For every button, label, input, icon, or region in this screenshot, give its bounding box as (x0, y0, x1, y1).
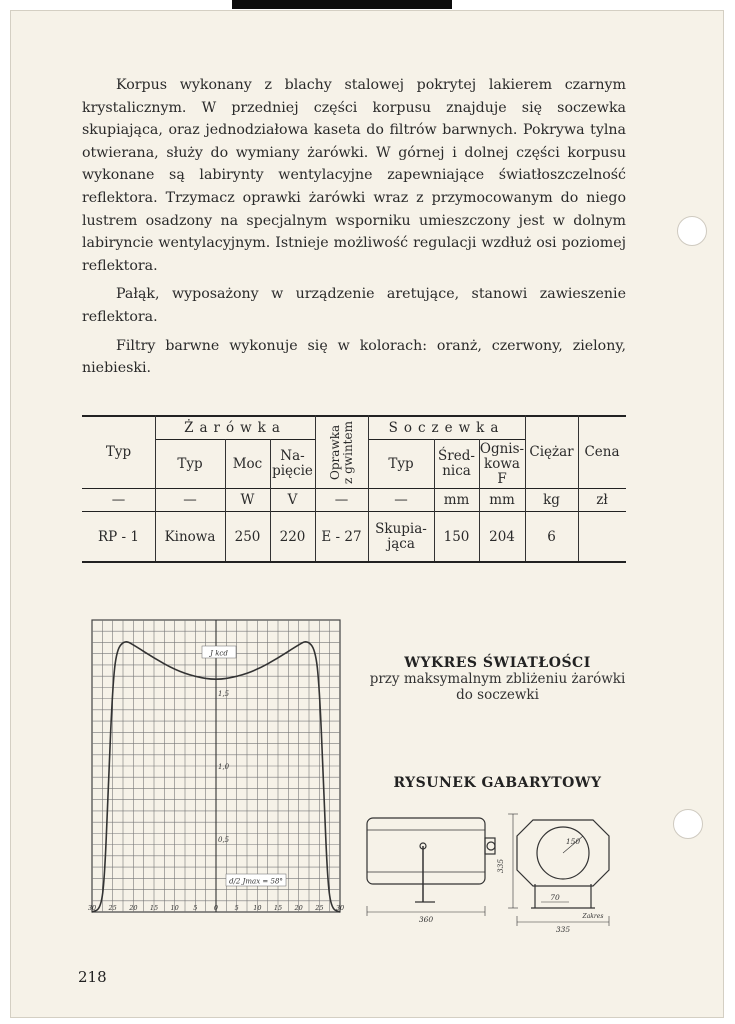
x-tick-label: 5 (193, 904, 198, 912)
y-tick-label: 1,0 (218, 763, 230, 771)
header-moc: Moc (232, 455, 263, 472)
unit-cell: zł (596, 491, 608, 508)
chart-grid (92, 620, 340, 912)
luminous-intensity-chart (88, 616, 344, 924)
chart-title: WYKRES ŚWIATŁOŚCI (404, 655, 591, 671)
dimension-height: 335 (496, 858, 505, 874)
unit-cell: — (394, 491, 408, 508)
unit-cell: mm (443, 491, 470, 508)
data-cell: Skupia- jąca (375, 521, 427, 552)
drawing-title: RYSUNEK GABARYTOWY (393, 775, 602, 791)
side-view-body (367, 818, 485, 884)
paragraph: Korpus wykonany z blachy stalowej pokrytej lakierem czarnym krystalicznym. W przedniej części korpusu znajduje się soczewka skupiająca, oraz jednodziałowa kaseta do filtrów barwnych. Pokrywa tylna otwierana, służy do wymiany żarówki. W górnej i dolnej części korpusu wykonane są labirynty wentylacyjne zapewniające światłoszczelność reflektora. Trzymacz oprawki żarówki wraz z przymocowanym do niego lustrem osadzony na specjalnym wsporniku umieszczony jest w dolnym labiryncie wentylacyjnym. Istnieje możliwość regulacji wzdłuż osi poziomej reflektora. (82, 77, 626, 274)
data-cell: 220 (279, 528, 306, 545)
paragraph: Filtry barwne wykonuje się w kolorach: oranż, czerwony, zielony, niebieski. (82, 337, 626, 377)
chart-annotation: d/2 Jmax = 58° (229, 877, 283, 886)
x-tick-label: 10 (170, 904, 179, 912)
x-tick-label: 20 (294, 904, 303, 912)
table-rule (82, 511, 626, 512)
chart-caption (360, 655, 635, 703)
header-cena: Cena (584, 444, 620, 460)
data-cell: 204 (489, 528, 515, 545)
data-cell: E - 27 (321, 528, 362, 545)
header-typ-soczewki: Typ (388, 455, 414, 472)
dimension-small: Zakres (582, 913, 604, 920)
page-number: 218 (78, 968, 107, 986)
data-cell: Kinowa (164, 528, 216, 545)
unit-cell: V (287, 491, 298, 508)
table-rule (82, 561, 626, 563)
side-view-knob-cap (487, 842, 495, 850)
x-tick-label: 0 (213, 904, 219, 912)
dimension-width: 335 (555, 925, 571, 933)
unit-cell: kg (543, 491, 560, 508)
x-tick-label: 20 (129, 904, 138, 912)
data-cell: RP - 1 (98, 528, 139, 545)
header-srednica: Śred- nica (438, 448, 475, 479)
data-cell (578, 513, 626, 561)
y-tick-label: 1,5 (218, 690, 230, 698)
x-tick-label: 25 (108, 904, 117, 912)
header-soczewka: Soczewka (388, 419, 505, 436)
x-tick-labels (88, 904, 344, 912)
unit-cell: W (240, 491, 255, 508)
unit-cell: mm (489, 491, 515, 508)
header-oprawka (315, 417, 368, 488)
header-oprawka-text: Oprawka z gwintem (327, 421, 355, 484)
dimension-length: 360 (418, 915, 434, 924)
x-tick-label: 15 (273, 904, 283, 912)
header-ciezar: Ciężar (529, 444, 574, 460)
x-tick-label: 5 (234, 904, 239, 912)
x-tick-label: 30 (335, 904, 344, 912)
dimension-lens: 150 (565, 837, 581, 846)
header-typ: Typ (105, 444, 132, 460)
data-cell: 250 (234, 528, 261, 545)
data-cell: 6 (547, 528, 556, 545)
header-ogniskowa: Ognis- kowa F (479, 440, 525, 487)
y-tick-labels (218, 690, 230, 844)
chart-subtitle: przy maksymalnym zbliżeniu żarówki do soczewki (369, 671, 626, 703)
unit-cell: — (111, 491, 126, 508)
dimension-70: 70 (550, 893, 560, 902)
paragraph: Pałąk, wyposażony w urządzenie aretujące, stanowi zawieszenie reflektora. (82, 286, 626, 325)
data-cell: 150 (443, 528, 470, 545)
unit-cell: — (334, 491, 349, 508)
y-tick-label: 0,5 (218, 836, 230, 844)
body-text (82, 74, 626, 386)
x-tick-label: 15 (149, 904, 159, 912)
x-tick-label: 30 (88, 904, 97, 912)
dimensional-drawing (355, 808, 635, 933)
spec-table (82, 415, 626, 563)
y-axis-label: J kcd (210, 649, 228, 658)
x-tick-label: 25 (315, 904, 324, 912)
punch-hole (673, 809, 703, 839)
scan-edge-bar (232, 0, 452, 9)
x-tick-label: 10 (253, 904, 262, 912)
header-zarowka: Żarówka (184, 419, 286, 436)
punch-hole (677, 216, 707, 246)
header-typ-zarowki: Typ (177, 455, 203, 472)
header-napiecie: Na- pięcie (272, 448, 313, 479)
unit-cell: — (183, 491, 197, 508)
